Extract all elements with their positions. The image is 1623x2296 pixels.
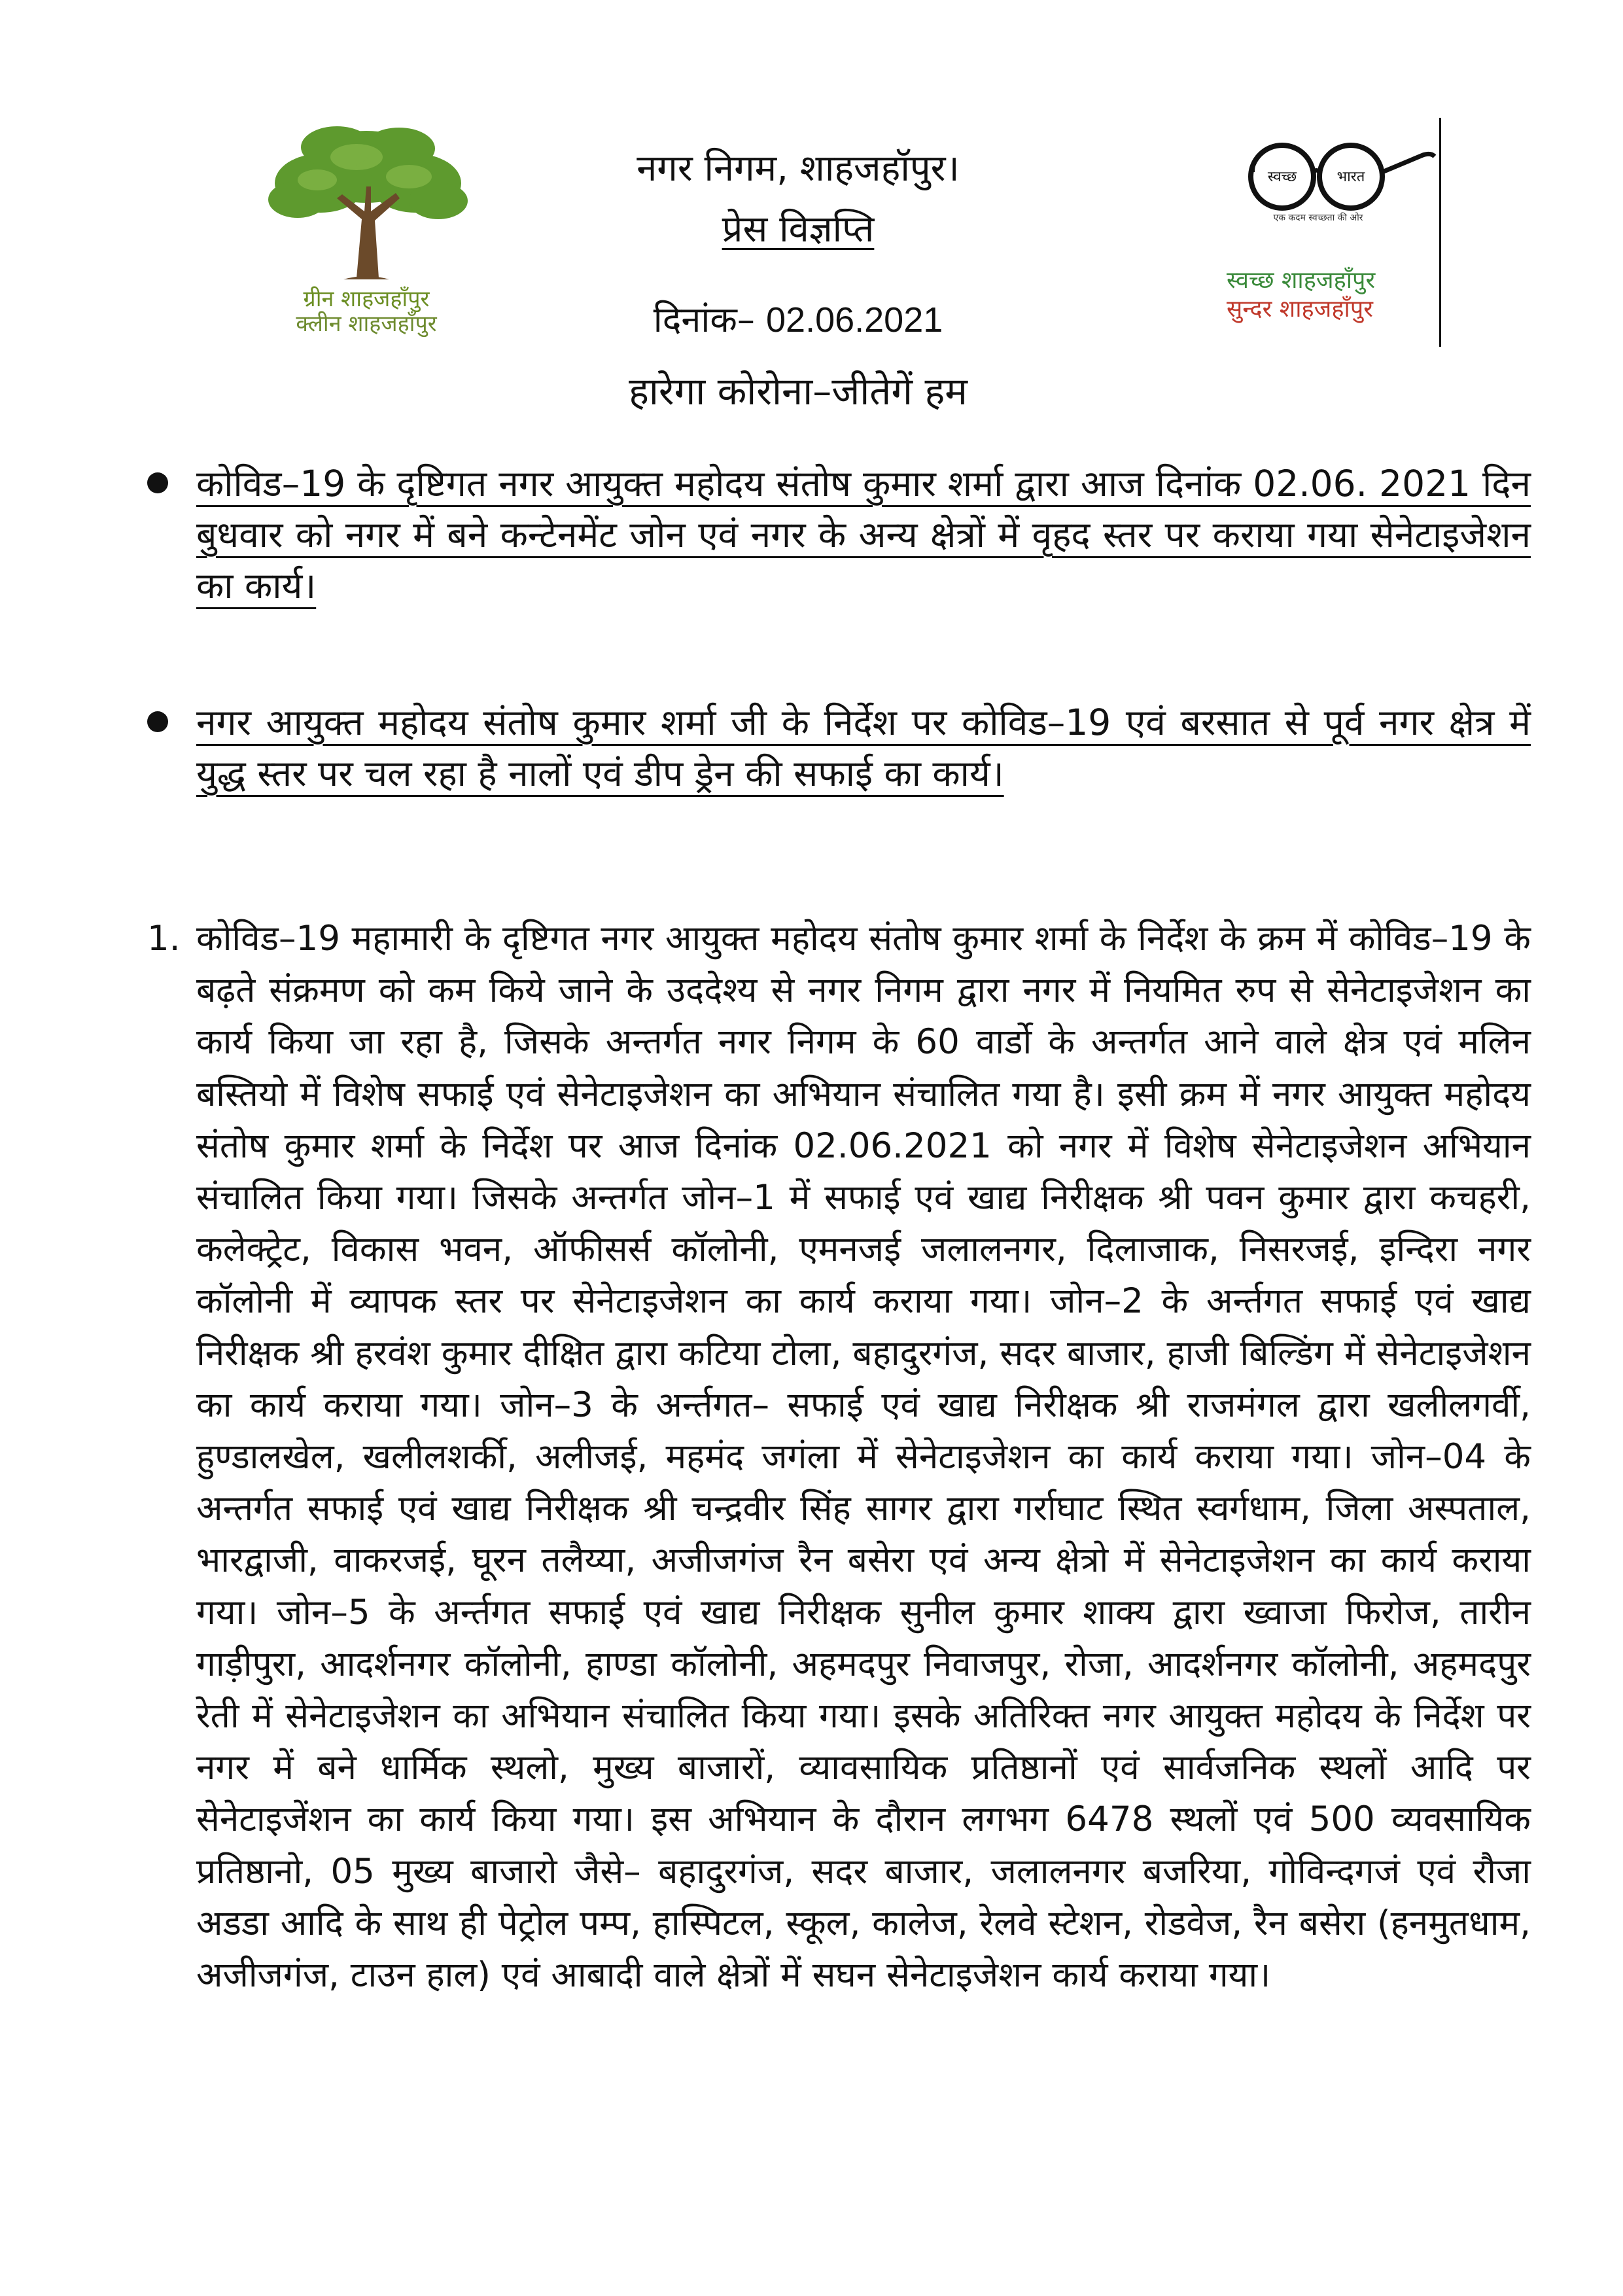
green-shahjahanpur-logo <box>258 121 474 350</box>
header-divider <box>1439 118 1441 347</box>
right-logo-caption-line1: स्वच्छ शाहजहाँपुर <box>1227 267 1376 294</box>
lens-right-text: भारत <box>1336 169 1365 185</box>
swachh-bharat-glasses-icon <box>1227 115 1436 226</box>
highlight-item <box>147 458 1531 628</box>
slogan: हारेगा कोरोना–जीतेगें हम <box>629 369 968 414</box>
left-logo-caption-line1: ग्रीन शाहजहाँपुर <box>303 286 430 312</box>
swachh-shahjahanpur-logo <box>1227 115 1436 344</box>
highlight-item <box>147 697 1531 815</box>
logo-tagline: एक कदम स्वच्छता की ओर <box>1273 213 1363 223</box>
lens-left-text: स्वच्छ <box>1267 169 1297 185</box>
organization-name: नगर निगम, शाहजहॉपुर। <box>637 147 960 190</box>
tree-icon <box>258 121 474 285</box>
date-value: 02.06.2021 <box>766 300 943 340</box>
bullet-icon <box>147 711 168 732</box>
right-logo-caption-line2: सुन्दर शाहजहाँपुर <box>1227 296 1373 323</box>
press-release-label: प्रेस विज्ञप्ति <box>722 208 875 251</box>
paragraph-number: 1. <box>147 919 181 959</box>
highlight-text: नगर आयुक्त महोदय संतोष कुमार शर्मा जी के निर्देश पर कोविड–19 एवं बरसात से पूर्व नगर क्षेत्र में युद्ध स्तर पर चल रहा है नालों एवं डीप ड्रेन की सफाई का कार्य। <box>196 701 1531 794</box>
press-release-title <box>497 208 1099 251</box>
bullet-icon <box>147 472 168 493</box>
highlight-text: कोविड–19 के दृष्टिगत नगर आयुक्त महोदय संतोष कुमार शर्मा द्वारा आज दिनांक 02.06. 2021 दिन बुधवार को नगर में बने कन्टेनमेंट जोन एवं नगर के अन्य क्षेत्रों में वृहद स्तर पर कराया गया सेनेटाइजेशन का कार्य। <box>196 463 1531 607</box>
release-date <box>497 298 1099 342</box>
left-logo-caption-line2: क्लीन शाहजहाँपुर <box>296 311 437 337</box>
paragraph-text: कोविड–19 महामारी के दृष्टिगत नगर आयुक्त महोदय संतोष कुमार शर्मा के निर्देश के क्रम में कोविड–19 के बढ़ते संक्रमण को कम किये जाने के उददेश्य से नगर निगम द्वारा नगर में नियमित रुप से सेनेटाइजेशन का कार्य किया जा रहा है, जिसके अन्तर्गत नगर निगम के 60 वार्डो के अन्तर्गत आने वाले क्षेत्र एवं मलिन बस्तियो में विशेष सफाई एवं सेनेटाइजेशन का अभियान संचालित गया है। इसी क्रम में नगर आयुक्त महोदय संतोष कुमार शर्मा के निर्देश पर आज दिनांक 02.06.2021 को नगर में विशेष सेनेटाइजेशन अभियान संचालित किया गया। जिसके अन्तर्गत जोन–1 में सफाई एवं खाद्य निरीक्षक श्री पवन कुमार द्वारा कचहरी, कलेक्ट्रेट, विकास भवन, ऑफीसर्स कॉलोनी, एमनजई जलालनगर, दिलाजाक, निसरजई, इन्दिरा नगर कॉलोनी में व्यापक स्तर पर सेनेटाइजेशन का कार्य कराया गया। जोन–2 के अर्न्तगत सफाई एवं खाद्य निरीक्षक श्री हरवंश कुमार दीक्षित द्वारा कटिया टोला, बहादुरगंज, सदर बाजार, हाजी बिल्डिंग में सेनेटाइजेशन का कार्य कराया गया। जोन–3 के अर्न्तगत– सफाई एवं खाद्य निरीक्षक श्री राजमंगल द्वारा खलीलगर्वी, हुण्डालखेल, खलीलशर्की, अलीजई, महमंद जगंला में सेनेटाइजेशन का कार्य कराया गया। जोन–04 के अन्तर्गत सफाई एवं खाद्य निरीक्षक श्री चन्द्रवीर सिंह सागर द्वारा गर्राघाट स्थित स्वर्गधाम, जिला अस्पताल, भारद्वाजी, वाकरजई, घूरन तलैय्या, अजीजगंज रैन बसेरा एवं अन्य क्षेत्रो में सेनेटाइजेशन का कार्य कराया गया। जोन–5 के अर्न्तगत सफाई एवं खाद्य निरीक्षक सुनील कुमार शाक्य द्वारा ख्वाजा फिरोज, तारीन गाड़ीपुरा, आदर्शनगर कॉलोनी, हाण्डा कॉलोनी, अहमदपुर निवाजपुर, रोजा, आदर्शनगर कॉलोनी, अहमदपुर रेती में सेनेटाइजेशन का अभियान संचालित किया गया। इसके अतिरिक्त नगर आयुक्त महोदय के निर्देश पर नगर में बने धार्मिक स्थलो, मुख्य बाजारों, व्यावसायिक प्रतिष्ठानों एवं सार्वजनिक स्थलों आदि पर सेनेटाइजेंशन का कार्य किया गया। इस अभियान के दौरान लगभग 6478 स्थलों एवं 500 व्यवसायिक प्रतिष्ठानो, 05 मुख्य बाजारो जैसे– बहादुरगंज, सदर बाजार, जलालनगर बजरिया, गोविन्दगजं एवं रौजा अडडा आदि के साथ ही पेट्रोल पम्प, हास्पिटल, स्कूल, कालेज, रेलवे स्टेशन, रोडवेज, रैन बसेरा (हनमुतधाम, अजीजगंज, टाउन हाल) एवं आबादी वाले क्षेत्रों में सघन सेनेटाइजेशन कार्य कराया गया। <box>196 919 1531 1996</box>
date-label: दिनांक– <box>653 299 755 340</box>
